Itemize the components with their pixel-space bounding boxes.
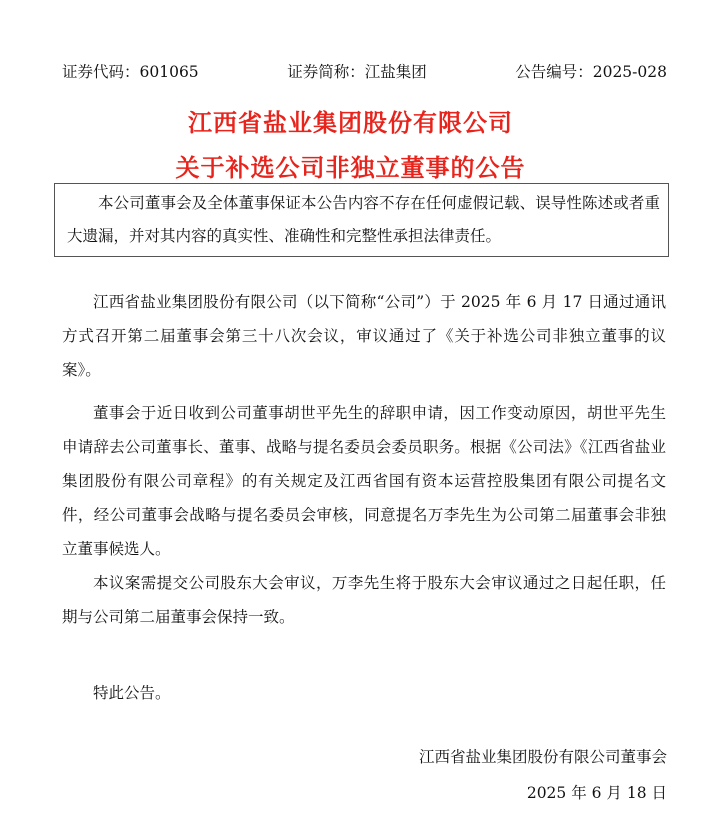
signature-date: 2025 年 6 月 18 日 — [526, 784, 667, 802]
paragraph-term: 本议案需提交公司股东大会审议，万李先生将于股东大会审议通过之日起任职，任期与公司第二届董事会保持一致。 — [62, 574, 666, 626]
document-header — [62, 60, 667, 84]
signature-company: 江西省盐业集团股份有限公司董事会 — [418, 748, 667, 766]
notice-number: 公告编号：2025-028 — [515, 63, 667, 81]
company-title: 江西省盐业集团股份有限公司 — [188, 108, 513, 137]
stock-abbreviation: 证券简称：江盐集团 — [287, 63, 427, 81]
stock-code: 证券代码：601065 — [62, 63, 199, 81]
notice-title: 关于补选公司非独立董事的公告 — [175, 153, 526, 182]
disclaimer-box: 本公司董事会及全体董事保证本公告内容不存在任何虚假记载、误导性陈述或者重大遗漏，并对其内容的真实性、准确性和完整性承担法律责任。 — [54, 183, 669, 257]
paragraph-closing: 特此公告。 — [93, 684, 171, 702]
paragraph-meeting: 江西省盐业集团股份有限公司（以下简称“公司”）于 2025 年 6 月 17 日通过通讯方式召开第二届董事会第三十八次会议，审议通过了《关于补选公司非独立董事的议案》。 — [62, 293, 666, 379]
paragraph-resignation: 董事会于近日收到公司董事胡世平先生的辞职申请，因工作变动原因，胡世平先生申请辞去公司董事长、董事、战略与提名委员会委员职务。根据《公司法》《江西省盐业集团股份有限公司章程》的有关规定及江西省国有资本运营控股集团有限公司提名文件，经公司董事会战略与提名委员会审核，同意提名万李先生为公司第二届董事会非独立董事候选人。 — [62, 404, 666, 558]
